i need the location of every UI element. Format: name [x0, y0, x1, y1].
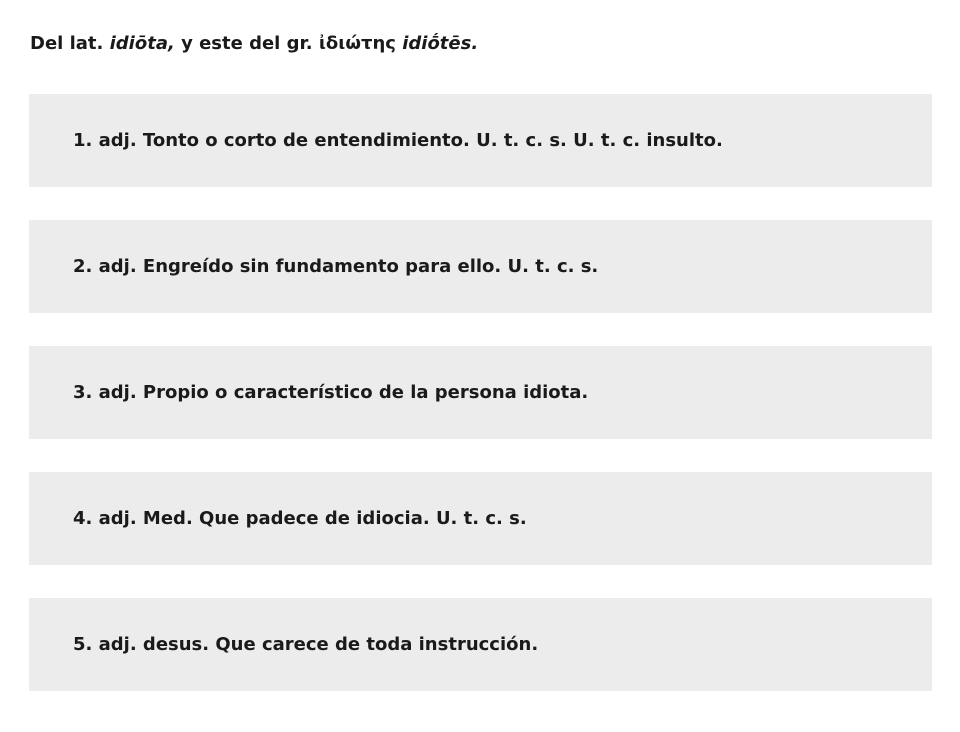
definition-item-5: [29, 598, 932, 691]
definition-text: 5. adj. desus. Que carece de toda instrucción.: [73, 633, 539, 655]
greek-transliteration: idiṓtēs.: [402, 33, 479, 54]
definition-text: 1. adj. Tonto o corto de entendimiento. U. t. c. s. U. t. c. insulto.: [73, 129, 723, 151]
definition-item-4: [29, 472, 932, 565]
etymology-middle: y este del gr.: [174, 33, 319, 54]
definition-item-3: [29, 346, 932, 439]
latin-word: idiōta,: [109, 33, 175, 54]
etymology-line: [30, 31, 478, 57]
etymology-prefix: Del lat.: [30, 33, 110, 54]
definition-list: [29, 94, 932, 724]
definition-item-2: [29, 220, 932, 313]
definition-item-1: [29, 94, 932, 187]
definition-text: 3. adj. Propio o característico de la persona idiota.: [73, 381, 589, 403]
definition-text: 4. adj. Med. Que padece de idiocia. U. t. c. s.: [73, 507, 527, 529]
greek-word: ἰδιώτης: [318, 33, 396, 54]
definition-text: 2. adj. Engreído sin fundamento para ello. U. t. c. s.: [73, 255, 599, 277]
